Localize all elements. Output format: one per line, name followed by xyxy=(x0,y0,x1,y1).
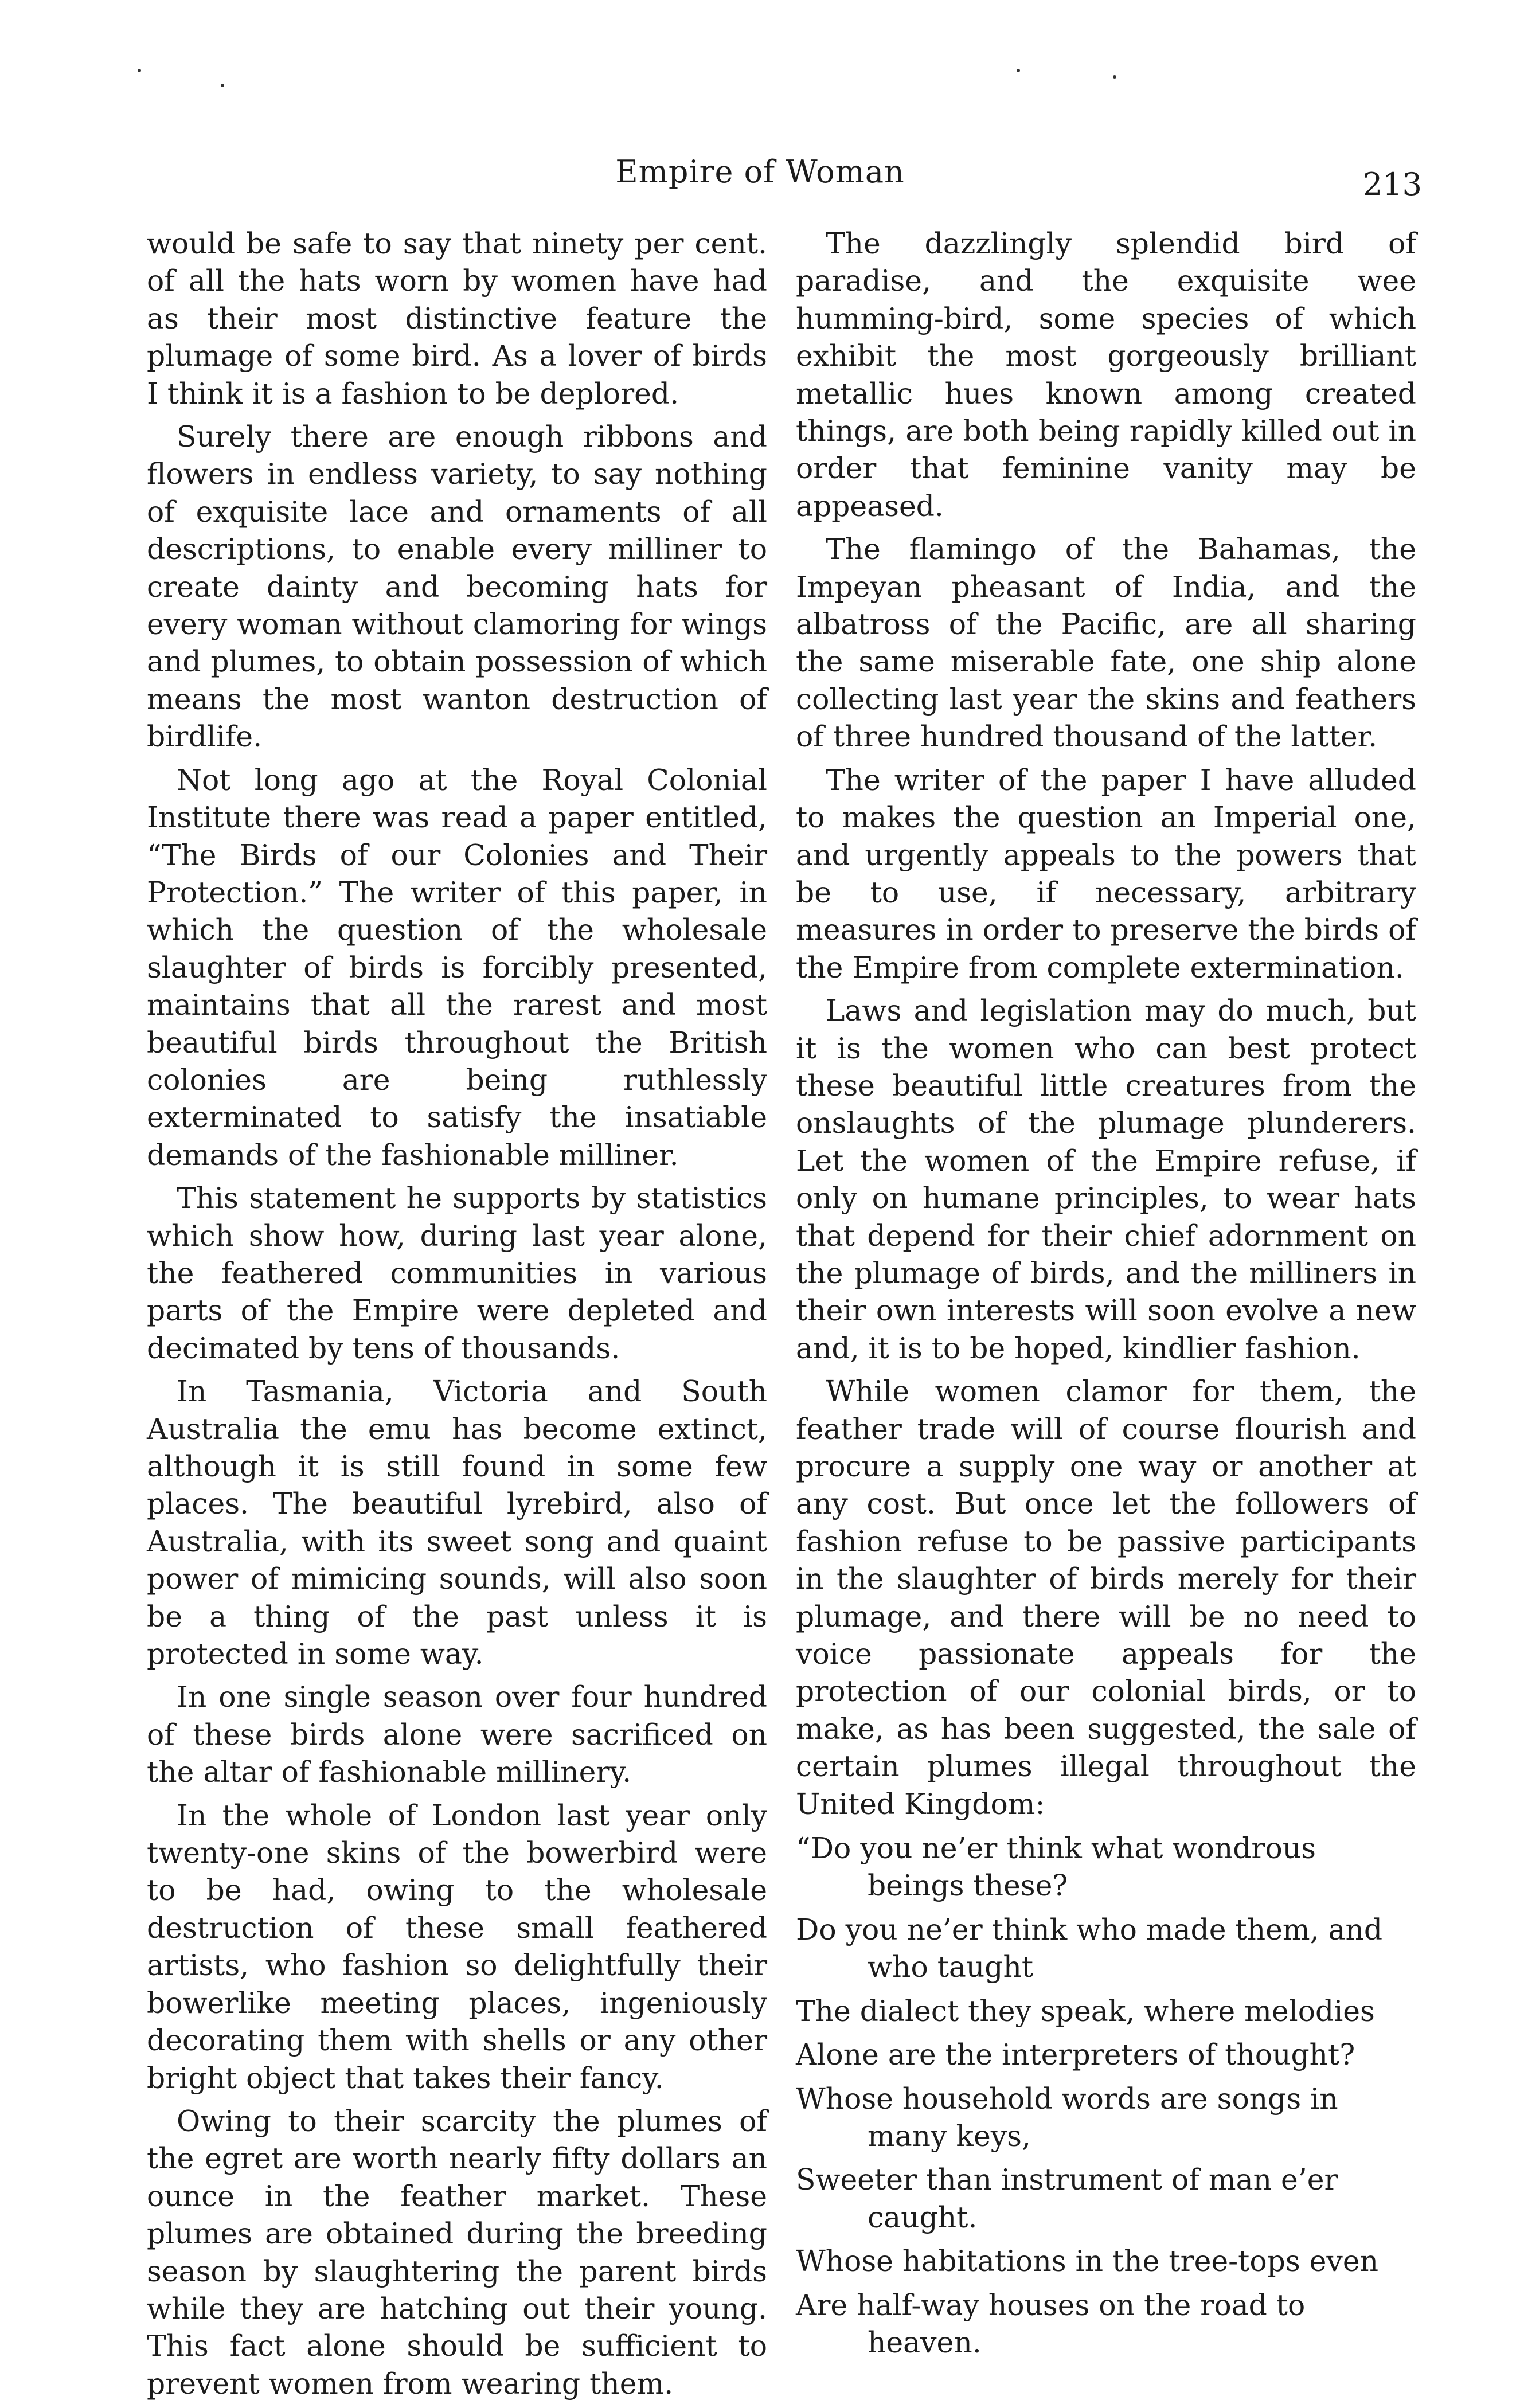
poem-line: Alone are the interpreters of thought? xyxy=(796,2038,1355,2072)
paragraph: Not long ago at the Royal Colonial Institute there was read a paper entitled, “The Birds of our Colonies and Their Protection.” The writer of this paper, in which the question of the wholesale slaughter of birds is forcibly presented, maintains that all the rarest and most beautiful birds throughout the British colonies are being ruthlessly exterminated to satisfy the insatiable demands of the fashionable milliner. xyxy=(147,763,767,1172)
paragraph: In one single season over four hundred of these birds alone were sacrificed on the altar of fashionable millinery. xyxy=(147,1680,767,1789)
left-column xyxy=(147,225,767,2408)
paragraph: Surely there are enough ribbons and flowers in endless variety, to say nothing of exquisite lace and ornaments of all descriptions, to enable every milliner to create dainty and becoming hats for every woman without clamoring for wings and plumes, to obtain possession of which means the most wanton destruction of birdlife. xyxy=(147,420,767,754)
poem-quote xyxy=(796,1830,1416,2361)
paragraph: In the whole of London last year only twenty-one skins of the bowerbird were to be had, owing to the wholesale destruction of these small feathered artists, who fashion so delightfully their bowerlike meeting places, ingeniously decorating them with shells or any other bright object that takes their fancy. xyxy=(147,1798,767,2095)
poem-line: Sweeter than instrument of man e’er caught. xyxy=(796,2163,1338,2234)
right-column xyxy=(796,225,1416,2367)
poem-line: The dialect they speak, where melodies xyxy=(796,1993,1375,2028)
paragraph: The dazzlingly splendid bird of paradise, and the exquisite wee humming-bird, some species of which exhibit the most gorgeously brilliant metallic hues known among created things, are both being rapidly killed out in order that feminine vanity may be appeased. xyxy=(796,226,1416,523)
poem-line: Whose household words are songs in many keys, xyxy=(796,2081,1338,2153)
paragraph: The writer of the paper I have alluded to makes the question an Imperial one, and urgently appeals to the powers that be to use, if necessary, arbitrary measures in order to preserve the birds of the Empire from complete extermination. xyxy=(796,763,1416,984)
paragraph: This statement he supports by statistics which show how, during last year alone, the feathered communities in various parts of the Empire were depleted and decimated by tens of thousands. xyxy=(147,1181,767,1365)
poem-line: Are half-way houses on the road to heaven. xyxy=(796,2288,1306,2359)
paragraph: Owing to their scarcity the plumes of the egret are worth nearly fifty dollars an ounce in the feather market. These plumes are obtained during the breeding season by slaughtering the parent birds while they are hatching out their young. This fact alone should be sufficient to prevent women from wearing them. xyxy=(147,2104,767,2401)
paragraph: The flamingo of the Bahamas, the Impeyan pheasant of India, and the albatross of the Pacific, are all sharing the same miserable fate, one ship alone collecting last year the skins and feathers of three hundred thousand of the latter. xyxy=(796,532,1416,754)
paragraph: Laws and legislation may do much, but it is the women who can best protect these beautiful little creatures from the onslaughts of the plumage plunderers. Let the women of the Empire refuse, if only on humane principles, to wear hats that depend for their chief adornment on the plumage of birds, and the milliners in their own interests will soon evolve a new and, it is to be hoped, kindlier fashion. xyxy=(796,994,1416,1365)
poem-line: Whose habitations in the tree-tops even xyxy=(796,2244,1379,2278)
paragraph: would be safe to say that ninety per cent. of all the hats worn by women have had as their most distinctive feature the plumage of some bird. As a lover of birds I think it is a fashion to be deplored. xyxy=(147,226,767,411)
poem-line: Do you ne’er think who made them, and who taught xyxy=(796,1912,1383,1984)
running-header-title: Empire of Woman xyxy=(615,154,905,190)
print-speck xyxy=(1113,75,1116,79)
page-number: 213 xyxy=(1362,166,1422,202)
print-speck xyxy=(138,69,141,72)
print-speck xyxy=(1017,69,1020,72)
paragraph: In Tasmania, Victoria and South Australia the emu has become extinct, although it is still found in some few places. The beautiful lyrebird, also of Australia, with its sweet song and quaint power of mimicing sounds, will also soon be a thing of the past unless it is protected in some way. xyxy=(147,1374,767,1671)
poem-line: “Do you ne’er think what wondrous beings these? xyxy=(796,1831,1316,1903)
print-speck xyxy=(221,84,224,87)
paragraph: While women clamor for them, the feather trade will of course flourish and procure a supply one way or another at any cost. But once let the followers of fashion refuse to be passive participants in the slaughter of birds merely for their plumage, and there will be no need to voice passionate appeals for the protection of our colonial birds, or to make, as has been suggested, the sale of certain plumes illegal throughout the United Kingdom: xyxy=(796,1374,1416,1821)
